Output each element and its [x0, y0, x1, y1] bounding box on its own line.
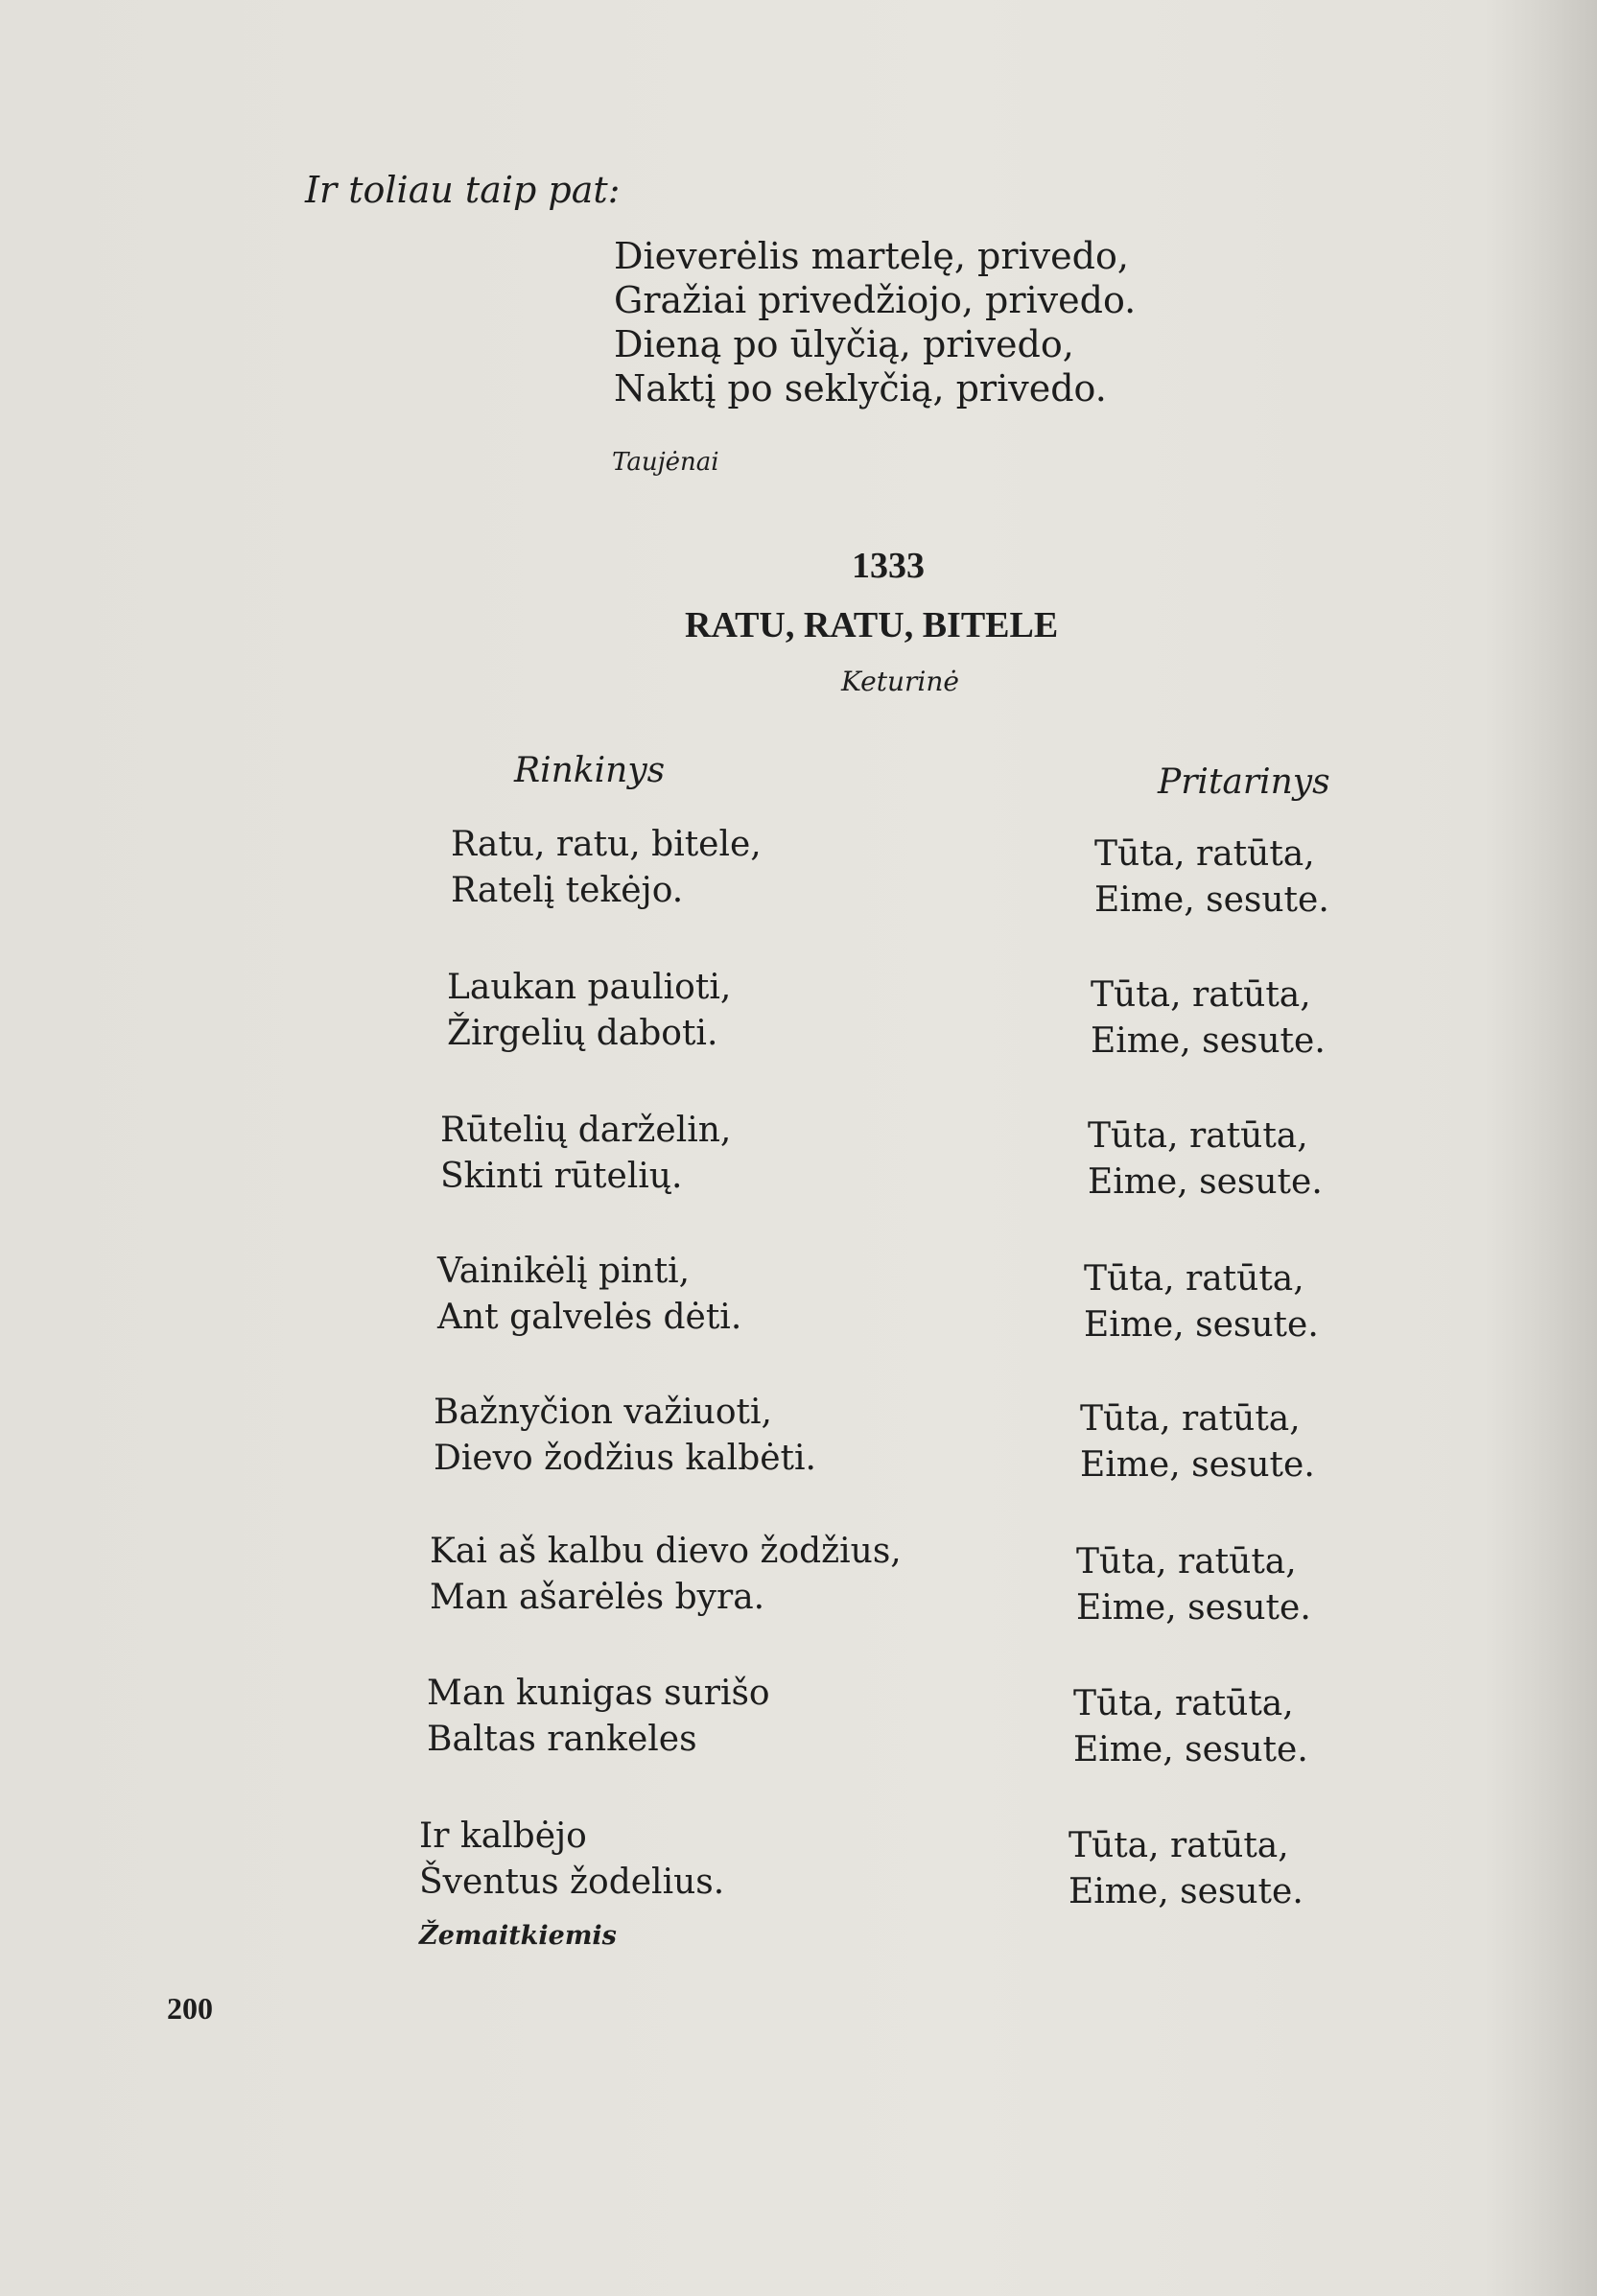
refrain-line: Eime, sesute. — [1069, 1872, 1303, 1911]
column-header-right: Pritarinys — [1158, 762, 1330, 802]
song-title: RATU, RATU, BITELE — [685, 605, 1059, 645]
stanza-line: Ir kalbėjo — [419, 1816, 587, 1856]
stanza-left — [440, 1108, 731, 1200]
stanza-line: Laukan paulioti, — [447, 968, 732, 1007]
stanza-line: Ratelį tekėjo. — [451, 871, 684, 910]
column-header-left: Rinkinys — [514, 751, 666, 790]
stanza-line: Rūtelių darželin, — [440, 1111, 732, 1150]
stanza-right — [1080, 1396, 1315, 1488]
stanza-right — [1084, 1256, 1319, 1348]
song-number: 1333 — [852, 546, 925, 586]
refrain-line: Eime, sesute. — [1076, 1588, 1311, 1628]
refrain-line: Eime, sesute. — [1091, 1021, 1326, 1061]
stanza-line: Man ašarėlės byra. — [430, 1578, 765, 1617]
song-subtitle: Keturinė — [841, 666, 959, 697]
stanza-right — [1076, 1539, 1311, 1631]
stanza-line: Man kunigas surišo — [427, 1674, 770, 1713]
refrain-line: Tūta, ratūta, — [1076, 1542, 1297, 1581]
stanza-left — [451, 822, 762, 914]
stanza-left — [437, 1249, 741, 1341]
stanza-left — [430, 1529, 902, 1621]
refrain-line: Tūta, ratūta, — [1069, 1826, 1289, 1865]
stanza-line: Dievo žodžius kalbėti. — [434, 1439, 816, 1478]
stanza-line: Žirgelių daboti. — [447, 1014, 718, 1053]
refrain-line: Tūta, ratūta, — [1080, 1399, 1301, 1439]
stanza-left — [427, 1671, 770, 1763]
stanza-right — [1094, 832, 1329, 924]
stanza-line: Ratu, ratu, bitele, — [451, 825, 762, 864]
stanza-left — [434, 1390, 816, 1482]
verse-line: Gražiai privedžiojo, privedo. — [614, 279, 1137, 321]
stanza-line: Vainikėlį pinti, — [437, 1252, 691, 1291]
refrain-line: Eime, sesute. — [1088, 1162, 1323, 1202]
stanza-line: Ant galvelės dėti. — [437, 1298, 742, 1337]
stanza-left — [447, 965, 731, 1057]
refrain-line: Tūta, ratūta, — [1088, 1116, 1308, 1156]
stanza-line: Bažnyčion važiuoti, — [434, 1393, 772, 1432]
stanza-line: Baltas rankeles — [427, 1720, 697, 1759]
refrain-line: Tūta, ratūta, — [1094, 834, 1315, 874]
source-location: Taujėnai — [612, 448, 719, 477]
refrain-line: Eime, sesute. — [1094, 880, 1329, 920]
stanza-right — [1069, 1823, 1303, 1915]
refrain-line: Tūta, ratūta, — [1091, 975, 1311, 1015]
stanza-right — [1091, 972, 1326, 1065]
page-number: 200 — [167, 1991, 213, 2026]
intro-text: Ir toliau taip pat: — [305, 169, 621, 211]
refrain-line: Eime, sesute. — [1073, 1730, 1308, 1769]
stanza-line: Šventus žodelius. — [419, 1863, 725, 1902]
stanza-right — [1073, 1681, 1308, 1773]
refrain-line: Eime, sesute. — [1084, 1305, 1319, 1345]
verse-line: Naktį po seklyčią, privedo. — [614, 367, 1107, 410]
stanza-line: Kai aš kalbu dievo žodžius, — [430, 1532, 902, 1571]
stanza-left — [419, 1814, 724, 1906]
refrain-line: Tūta, ratūta, — [1073, 1684, 1294, 1723]
verse-block — [614, 234, 1136, 410]
stanza-line: Skinti rūtelių. — [440, 1157, 683, 1196]
refrain-line: Tūta, ratūta, — [1084, 1259, 1304, 1299]
source-location: Žemaitkiemis — [419, 1921, 617, 1951]
stanza-right — [1088, 1113, 1323, 1206]
refrain-line: Eime, sesute. — [1080, 1445, 1315, 1485]
verse-line: Dieną po ūlyčią, privedo, — [614, 323, 1074, 365]
verse-line: Dieverėlis martelę, privedo, — [614, 235, 1129, 277]
